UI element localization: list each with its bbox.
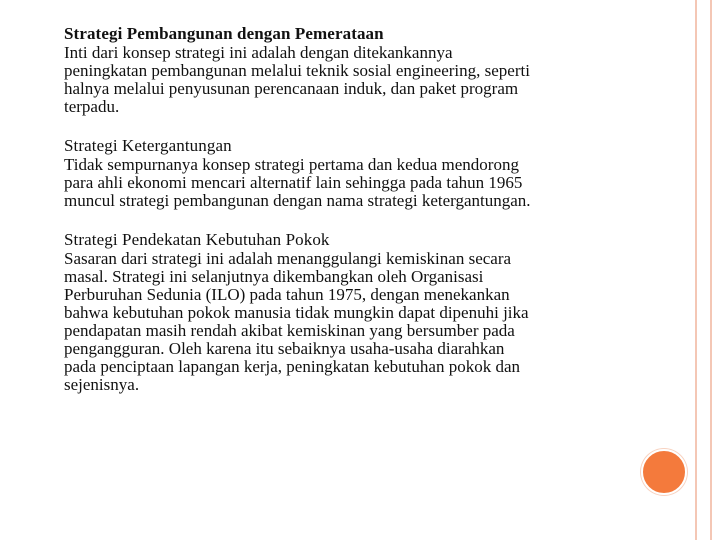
body-line: pendapatan masih rendah akibat kemiskinan yang bersumber pada [64, 321, 515, 340]
body-line: para ahli ekonomi mencari alternatif lain sehingga pada tahun 1965 [64, 173, 523, 192]
decorative-vertical-line [695, 0, 697, 540]
body-line: Perburuhan Sedunia (ILO) pada tahun 1975, dengan menekankan [64, 285, 510, 304]
body-line: bahwa kebutuhan pokok manusia tidak mungkin dapat dipenuhi jika [64, 303, 529, 322]
body-line: halnya melalui penyusunan perencanaan induk, dan paket program [64, 79, 519, 98]
decorative-vertical-line [710, 0, 712, 540]
body-line: terpadu. [64, 97, 120, 116]
body-line: Inti dari konsep strategi ini adalah dengan ditekankannya [64, 43, 453, 62]
body-line: sejenisnya. [64, 375, 140, 394]
body-line: muncul strategi pembangunan dengan nama strategi ketergantungan. [64, 191, 531, 210]
section-heading: Strategi Pembangunan dengan Pemerataan [64, 24, 384, 43]
section-heading: Strategi Pendekatan Kebutuhan Pokok [64, 230, 330, 249]
decorative-circle [641, 449, 687, 495]
slide-content [64, 24, 624, 414]
body-line: pengangguran. Oleh karena itu sebaiknya usaha-usaha diarahkan [64, 339, 505, 358]
section-kebutuhan-pokok [64, 230, 624, 394]
body-line: Sasaran dari strategi ini adalah menanggulangi kemiskinan secara [64, 249, 512, 268]
body-line: Tidak sempurnanya konsep strategi pertama dan kedua mendorong [64, 155, 519, 174]
body-line: peningkatan pembangunan melalui teknik sosial engineering, seperti [64, 61, 530, 80]
section-pemerataan [64, 24, 624, 116]
section-ketergantungan [64, 136, 624, 210]
body-line: masal. Strategi ini selanjutnya dikembangkan oleh Organisasi [64, 267, 484, 286]
body-line: pada penciptaan lapangan kerja, peningkatan kebutuhan pokok dan [64, 357, 520, 376]
section-heading: Strategi Ketergantungan [64, 136, 232, 155]
